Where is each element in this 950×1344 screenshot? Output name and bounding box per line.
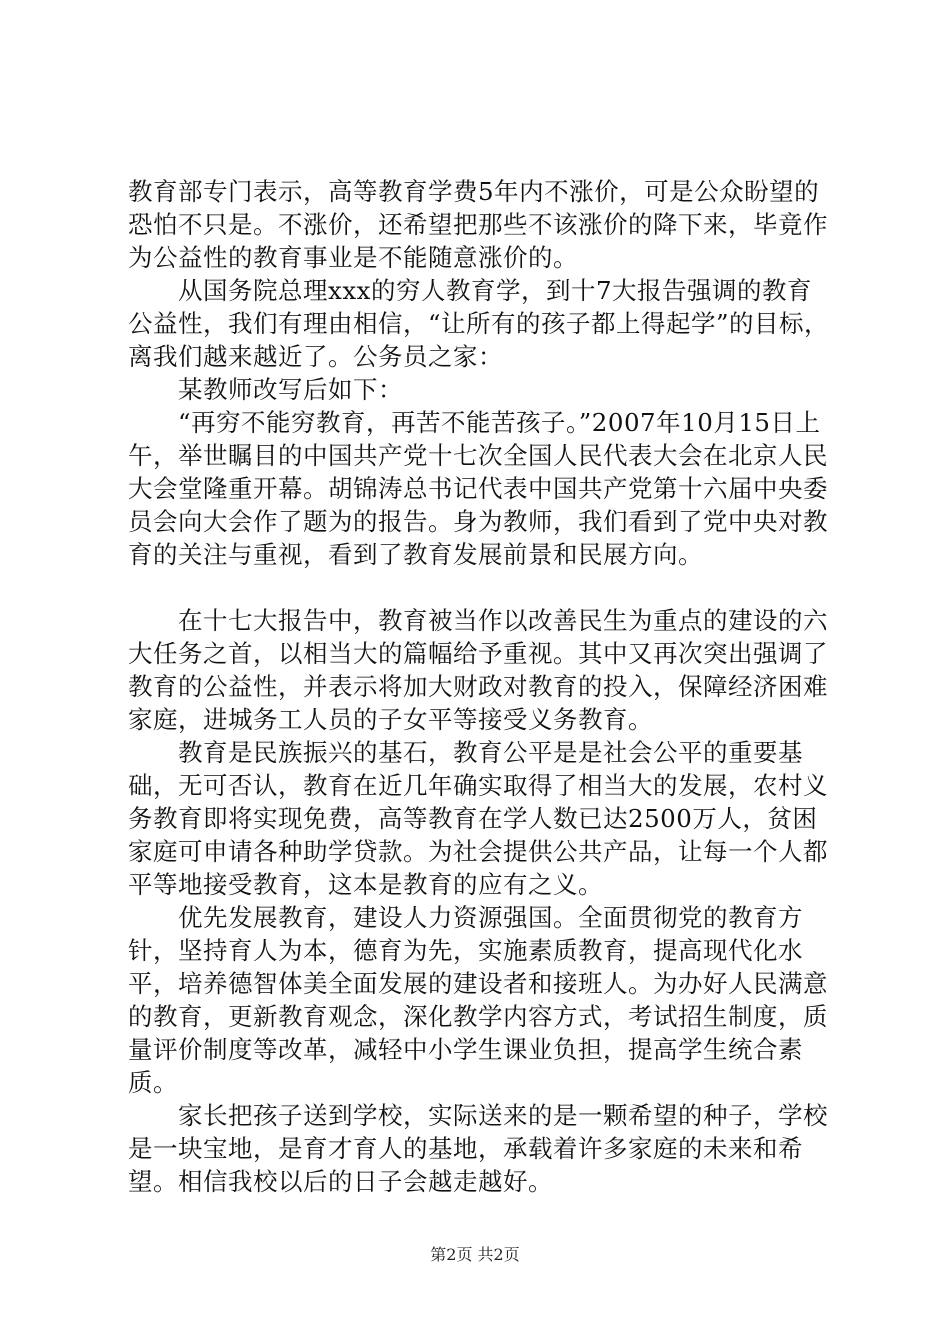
paragraph-priority-development: 优先发展教育，建设人力资源强国。全面贯彻党的教育方针，坚持育人为本，德育为先，实施素质教育，提高现代化水平，培养德智体美全面发展的建设者和接班人。为办好人民满意的教育，更新教育观念，深化教学内容方式，考试招生制度，质量评价制度等改革，减轻中小学生课业负担，提高学生统合素质。 bbox=[128, 903, 828, 1097]
paragraph-report-priority: 在十七大报告中，教育被当作以改善民生为重点的建设的六大任务之首，以相当大的篇幅给予重视。其中又再次突出强调了教育的公益性，并表示将加大财政对教育的投入，保障经济困难家庭，进城务工人员的子女平等接受义务教育。 bbox=[128, 606, 828, 734]
page-number-footer: 第2页 共2页 bbox=[430, 1245, 520, 1264]
paragraph-congress: “再穷不能穷教育，再苦不能苦孩子。”2007年10月15日上午，举世瞩目的中国共产党十七次全国人民代表大会在北京人民大会堂隆重开幕。胡锦涛总书记代表中国共产党第十六届中央委员会向大会作了题为的报告。身为教师，我们看到了党中央对教育的关注与重视，看到了教育发展前景和民展方向。 bbox=[128, 408, 828, 569]
paragraph-rewrite-intro: 某教师改写后如下： bbox=[178, 375, 403, 404]
paragraph-education-fairness: 教育是民族振兴的基石，教育公平是是社会公平的重要基础，无可否认，教育在近几年确实取得了相当大的发展，农村义务教育即将实现免费，高等教育在学人数已达2500万人，贫困家庭可申请各种助学贷款。为社会提供公共产品，让每一个人都平等地接受教育，这本是教育的应有之义。 bbox=[128, 738, 828, 899]
paragraph-public-welfare: 从国务院总理xxx的穷人教育学，到十7大报告强调的教育公益性，我们有理由相信，“让所有的孩子都上得起学”的目标，离我们越来越近了。公务员之家： bbox=[128, 276, 830, 371]
paragraph-parents-hope: 家长把孩子送到学校，实际送来的是一颗希望的种子，学校是一块宝地，是育才育人的基地，承载着许多家庭的未来和希望。相信我校以后的日子会越走越好。 bbox=[128, 1101, 828, 1196]
document-body bbox=[128, 175, 833, 1198]
paragraph-tuition: 教育部专门表示，高等教育学费5年内不涨价，可是公众盼望的恐怕不只是。不涨价，还希望把那些不该涨价的降下来，毕竟作为公益性的教育事业是不能随意涨价的。 bbox=[128, 177, 828, 272]
